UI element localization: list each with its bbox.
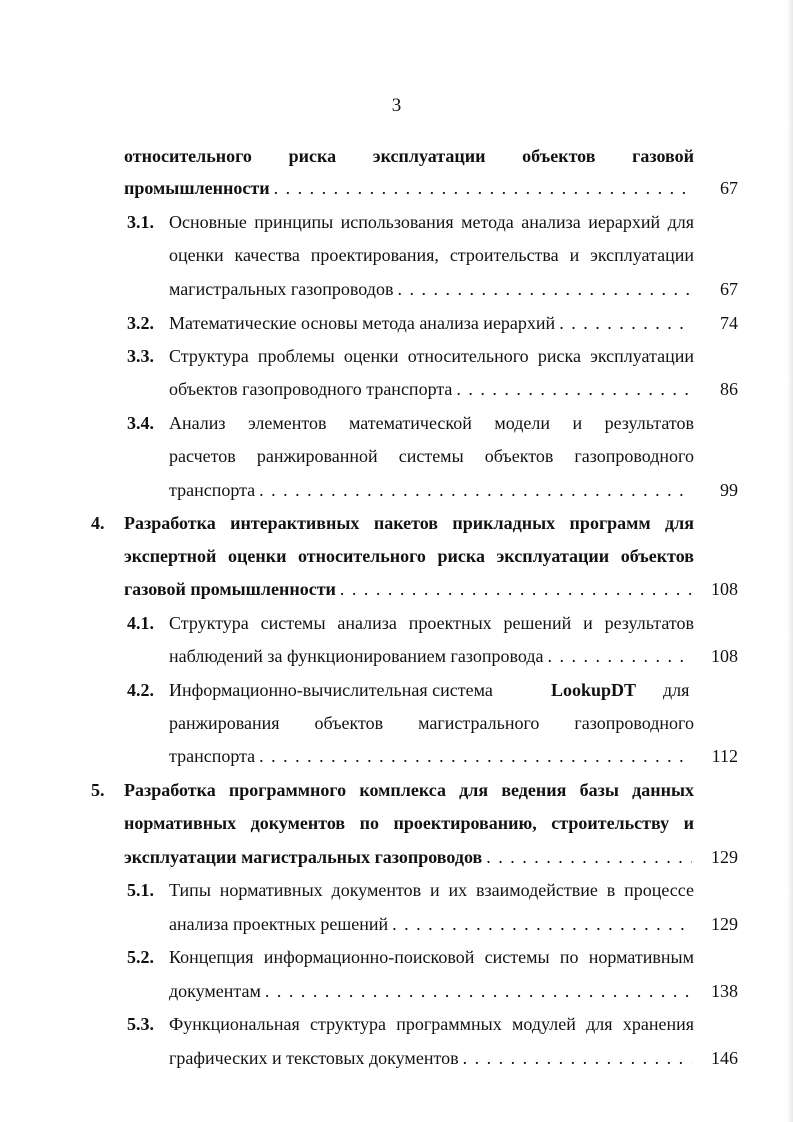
toc-entry-line: Структура проблемы оценки относительного риска эксплуатации — [169, 346, 694, 366]
leader-dots — [459, 1043, 692, 1073]
toc-entry-title: транспорта — [169, 480, 256, 500]
leader-dots — [393, 274, 692, 304]
chapter-number: 5. — [91, 780, 105, 800]
toc-entry-line — [169, 641, 692, 671]
leader-dots — [255, 475, 692, 505]
section-number: 3.4. — [127, 413, 154, 433]
section-number: 3.2. — [127, 313, 154, 333]
toc-entry-line: Информационно-вычислительная система — [169, 680, 493, 700]
toc-entry-line: расчетов ранжированной системы объектов газопроводного — [169, 446, 694, 466]
toc-entry-line: оценки качества проектирования, строительства и эксплуатации — [169, 245, 694, 265]
toc-entry-title: эксплуатации магистральных газопроводов — [124, 847, 483, 867]
leader-dots — [452, 374, 692, 404]
toc-entry-line — [169, 1043, 692, 1073]
toc-entry-line: экспертной оценки относительного риска эксплуатации объектов — [124, 546, 694, 566]
toc-entry-line — [169, 976, 692, 1006]
section-number: 5.2. — [127, 947, 154, 967]
toc-entry-title: графических и текстовых документов — [169, 1048, 459, 1068]
toc-entry-line — [124, 574, 692, 604]
leader-dots — [555, 308, 692, 338]
toc-entry-title: газовой промышленности — [124, 579, 336, 599]
section-number: 3.1. — [127, 212, 154, 232]
toc-page-number: 112 — [711, 746, 738, 766]
toc-entry-title: транспорта — [169, 746, 256, 766]
toc-entry-line: Разработка программного комплекса для ведения базы данных — [124, 780, 694, 800]
leader-dots — [482, 842, 692, 872]
toc-entry-title: объектов газопроводного транспорта — [169, 379, 453, 399]
toc-page-number: 108 — [711, 579, 738, 599]
toc-entry-title: анализа проектных решений — [169, 914, 389, 934]
toc-entry-line: Функциональная структура программных модулей для хранения — [169, 1014, 694, 1034]
toc-entry-title: наблюдений за функционированием газопровода — [169, 646, 544, 666]
toc-entry-title: магистральных газопроводов — [169, 279, 394, 299]
section-number: 5.3. — [127, 1014, 154, 1034]
toc-entry-line — [169, 274, 692, 304]
leader-dots — [388, 909, 692, 939]
toc-entry-line — [169, 374, 692, 404]
toc-entry-line: относительного риска эксплуатации объектов газовой — [124, 146, 694, 166]
toc-page-number: 86 — [720, 379, 738, 399]
toc-entry-line — [169, 308, 692, 338]
program-name: LookupDT — [551, 680, 637, 700]
page-number: 3 — [391, 95, 402, 116]
leader-dots — [544, 641, 692, 671]
toc-entry-line: нормативных документов по проектированию, строительству и — [124, 813, 694, 833]
toc-entry-line: ранжирования объектов магистрального газопроводного — [169, 713, 694, 733]
toc-entry-line — [169, 909, 692, 939]
chapter-number: 4. — [91, 513, 105, 533]
toc-entry-line: Анализ элементов математической модели и результатов — [169, 413, 694, 433]
toc-entry-title: Математические основы метода анализа иерархий — [169, 313, 556, 333]
toc-entry-line — [124, 173, 692, 203]
toc-entry-line: Разработка интерактивных пакетов прикладных программ для — [124, 513, 694, 533]
toc-entry-line: для — [663, 680, 690, 700]
scan-edge-shadow — [787, 0, 793, 1122]
toc-entry-line: Типы нормативных документов и их взаимодействие в процессе — [169, 880, 694, 900]
toc-entry-line: Концепция информационно-поисковой системы по нормативным — [169, 947, 694, 967]
section-number: 4.1. — [127, 613, 154, 633]
toc-entry-title: документам — [169, 981, 261, 1001]
leader-dots — [336, 574, 692, 604]
toc-page-number: 129 — [711, 914, 738, 934]
toc-page-number: 146 — [711, 1048, 738, 1068]
toc-page-number: 74 — [720, 313, 738, 333]
toc-entry-line: Структура системы анализа проектных решений и результатов — [169, 613, 694, 633]
toc-page-number: 99 — [720, 480, 738, 500]
leader-dots — [261, 976, 692, 1006]
toc-entry-line — [169, 741, 692, 771]
section-number: 3.3. — [127, 346, 154, 366]
section-number: 5.1. — [127, 880, 154, 900]
toc-entry-line — [124, 842, 692, 872]
toc-page-number: 129 — [711, 847, 738, 867]
toc-page-number: 67 — [720, 279, 738, 299]
toc-page-number: 108 — [711, 646, 738, 666]
leader-dots — [270, 173, 692, 203]
toc-entry-line: Основные принципы использования метода анализа иерархий для — [169, 212, 694, 232]
toc-entry-line — [169, 475, 692, 505]
toc-page-number: 67 — [720, 178, 738, 198]
toc-entry-title: промышленности — [124, 178, 270, 198]
section-number: 4.2. — [127, 680, 154, 700]
toc-page-number: 138 — [711, 981, 738, 1001]
leader-dots — [255, 741, 692, 771]
